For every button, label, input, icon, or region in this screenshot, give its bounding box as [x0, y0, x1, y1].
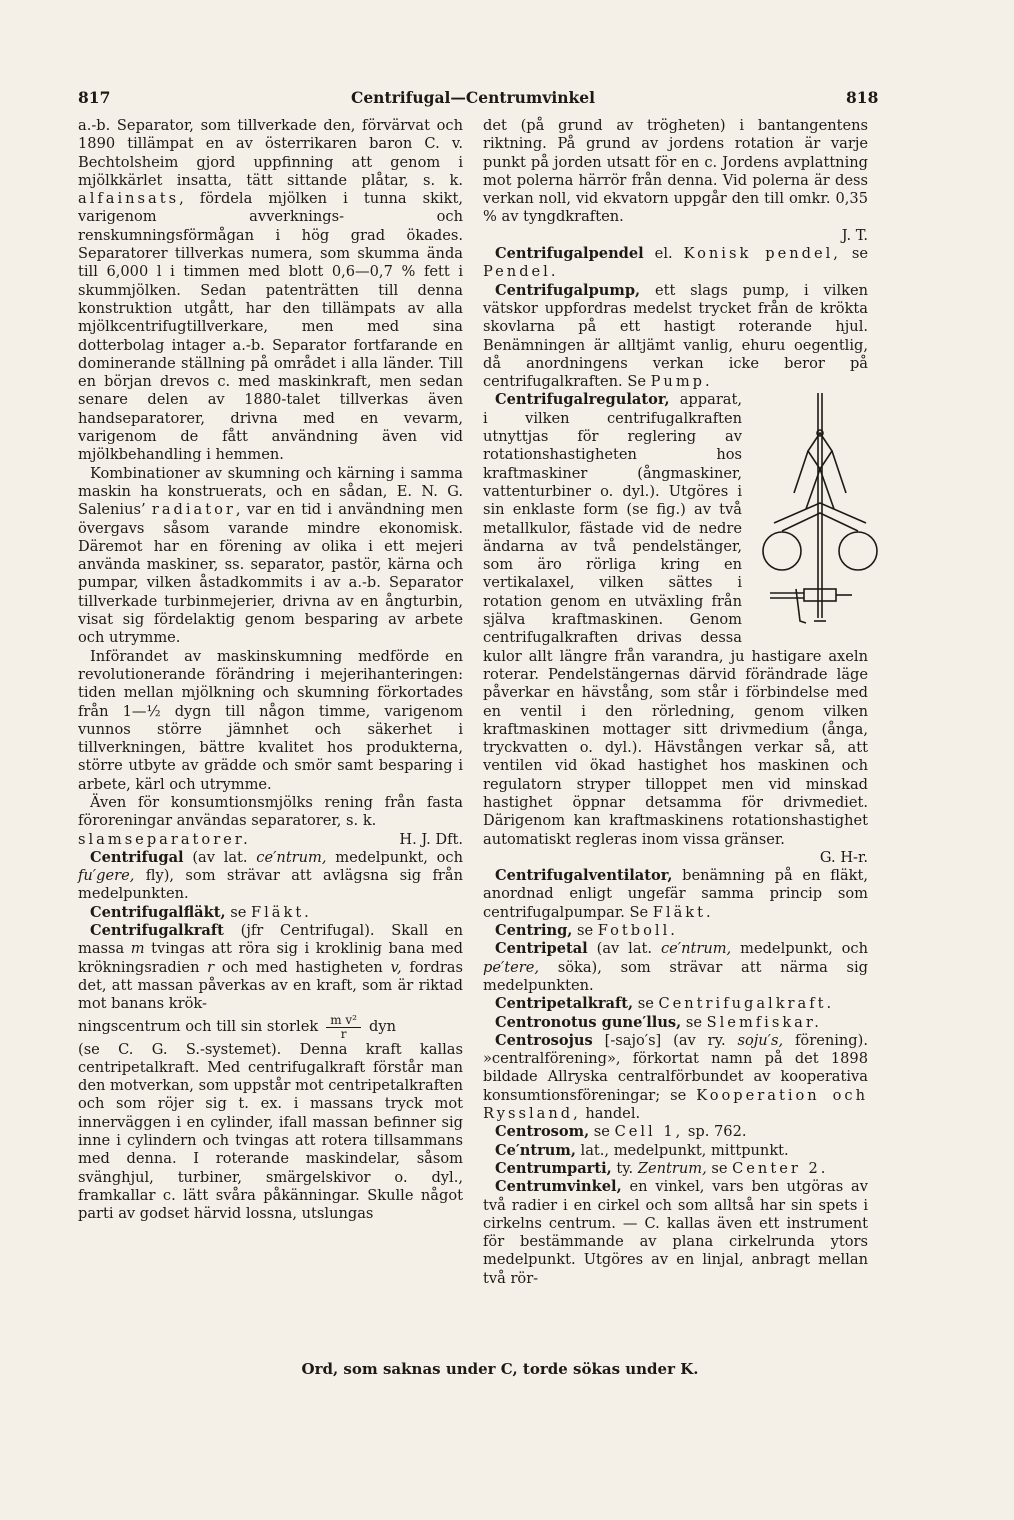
entry-centrifugalpump: Centrifugalpump, ett slags pump, i vilken vätskor uppfordras medelst trycket från de krökta skovlarna på ett hastigt roterande hjul. Benämningen är alltjämt vanlig, ehuru oegentlig, då anordningens verkan icke beror på centrifugalkraften. Se Pump. — [483, 281, 868, 391]
running-title: Centrifugal—Centrumvinkel — [350, 88, 595, 107]
paragraph: (se C. G. S.-systemet). Denna kraft kallas centripetalkraft. Med centrifugalkraft förstår man den motverkan, som uppstår mot centripetalkraften och som röjer sig t. ex. i massans tryck mot innerväggen i en cylinder, ifall massan befinner sig inne i cylindern och tvingas att rotera tillsammans med denna. I roterande maskindelar, såsom svänghjul, turbiner, smärgelskivor o. dyl., framkallar c. lätt svåra påkänningar. Skulle något parti av godset härvid lossna, utslungas — [78, 1040, 463, 1223]
paragraph: a.-b. Separator, som tillverkade den, förvärvat och 1890 tillämpat en av österrikaren baron C. v. Bechtolsheim gjord uppfinning att genom i mjölkkärlet insatta, tätt sittande plåtar, s. k. alfainsats, fördela mjölken i tunna skikt, varigenom avverknings- och renskumningsförmågan i hög grad ökades. Separatorer tillverkas numera, som skumma ända till 6,000 l i timmen med blott 0,6—0,7 % fett i skummjölken. Sedan patenträtten till denna konstruktion utgått, har den tillämpats av alla mjölkcentrifugtillverkare, men med sina dotterbolag intager a.-b. Separator fortfarande en dominerande ställning på området i alla länder. Till en början drevos c. med maskinkraft, men sedan senare delen av 1880-talet tillverkas även handseparatorer, drivna med en vevarm, varigenom de fått användning även vid mjölkbehandling i hemmen. — [78, 117, 463, 464]
entry-centrumparti: Centrumparti, ty. Zentrum, se Center 2. — [495, 1159, 829, 1177]
entry-centrifugalventilator: Centrifugalventilator, benämning på en fläkt, anordnad enligt ungefär samma princip som centrifugalpumpar. Se Fläkt. — [483, 867, 868, 921]
entry-centrifugalflakt: Centrifugalfläkt, se Fläkt. — [90, 903, 312, 921]
fraction: $\frac{\text{m v²}}{r}$ — [326, 1014, 361, 1041]
entry-centrifugalkraft: Centrifugalkraft (jfr Centrifugal). Skall en massa m tvingas att röra sig i kroklinig bana med krökningsradien r och med hastigheten v, fordras det, att massan påverkas av en kraft, som är riktad mot banans krök- — [78, 922, 463, 1013]
paragraph: det (på grund av trögheten) i bantangentens riktning. På grund av jordens rotation är varje punkt på jorden utsatt för en c. Jordens avplattning mot polerna härrör från denna. Vid polerna är dess verkan noll, vid ekvatorn uppgår den till omkr. 0,35 % av tyngdkraften. — [483, 117, 868, 226]
entry-centronotus: Centronotus gune′llus, se Slemfiskar. — [495, 1013, 822, 1031]
entry-centripetal: Centripetal (av lat. ce′ntrum, medelpunkt, och pe′tere, söka), som strävar att närma sig medelpunkten. — [483, 940, 868, 994]
author-signature: J. T. — [841, 226, 868, 244]
paragraph: Införandet av maskinskumning medförde en revolutionerande förändring i mejerihanteringen: tiden mellan mjölkning och skumning förkortades från 1—½ dygn till någon timme, varigenom vunnos större jämnhet och säkerhet i tillverkningen, bättre kvalitet hos produkterna, större utbyte av grädde och smör samt besparing i arbete, kärl och utrymme. — [78, 647, 463, 793]
entry-centrifugal: Centrifugal (av lat. ce′ntrum, medelpunkt, och fu′gere, fly), som strävar att avlägsna sig från medelpunkten. — [78, 848, 463, 903]
signature-line: slamseparatorer. H. J. Dft. — [78, 830, 463, 848]
author-signature: H. J. Dft. — [399, 830, 463, 848]
author-signature: G. H-r. — [819, 848, 868, 866]
paragraph: Kombinationer av skumning och kärning i samma maskin ha konstruerats, och en sådan, E. N. G. Salenius’ radiator, var en tid i användning men övergavs såsom varande mindre ekonomisk. Däremot har en förening av olika i ett mejeri använda maskiner, ss. separator, pastör, kärna och pumpar, vilken åstadkommits i av a.-b. Separator tillverkade turbinmejerier, drivna av en ångturbin, visat sig fördelaktig genom besparing av arbete och utrymme. — [78, 464, 463, 647]
signature-line — [483, 849, 868, 867]
entry-centrifugalpendel: Centrifugalpendel el. Konisk pendel, se Pendel. — [483, 245, 869, 281]
entry-centring: Centring, se Fotboll. — [495, 922, 678, 940]
footer-note: Ord, som saknas under C, torde sökas under K. — [301, 1360, 699, 1378]
left-page-number: 817 — [78, 88, 111, 107]
right-column — [483, 117, 868, 1288]
formula-line: ningscentrum och till sin storlek $\frac{\text{m v²}}{r}$ dyn — [78, 1012, 396, 1041]
right-page-number: 818 — [846, 88, 879, 107]
governor-figure — [748, 393, 870, 633]
entry-centripetalkraft: Centripetalkraft, se Centrifugalkraft. — [495, 995, 835, 1013]
entry-centrumvinkel: Centrumvinkel, en vinkel, vars ben utgöras av två radier i en cirkel och som alltså har sin spets i cirkelns centrum. — C. kallas även ett instrument för bestämmande av plana cirkelrunda ytors medelpunkt. Utgöres av en linjal, anbragt mellan två rör- — [483, 1178, 868, 1287]
entry-centrosojus: Centrosojus [-sajo′s] (av ry. soju′s, förening). »centralförening», förkortat namn på det 1898 bildade Allryska centralförbundet av kooperativa konsumtionsföreningar; se Kooperation och Ryssland, handel. — [483, 1031, 868, 1123]
entry-centrifugalregulator: Centrifugalregulator, apparat, i vilken centrifugalkraften utnyttjas för reglering av rotationshastigheten hos kraftmaskiner (ångmaskiner, vattenturbiner o. dyl.). Utgöres i sin enklaste form (se fig.) av två metallkulor, fästade vid de nedre ändarna av två pendelstänger, som äro rörliga kring en vertikalaxel, vilken sättes i rotation genom en utväxling från själva kraftmaskinen. Genom centrifugalkraften drivas dessa kulor allt längre från varandra, ju hastigare axeln roterar. Pendelstängernas därvid förändrade läge påverkar en hävstång, som står i förbindelse med en ventil i den rörledning, genom vilken kraftmaskinen mottager sitt drivmedium (ånga, tryckvatten o. dyl.). Hävstången verkar så, att ventilen vid ökad hastighet hos maskinen och regulatorn stryper tilloppet men vid minskad hastighet öppnar detsamma för drivmediet. Därigenom kan kraftmaskinens rotationshastighet automatiskt regleras inom vissa gränser. — [483, 391, 868, 848]
left-column — [78, 117, 463, 1224]
page-header — [78, 88, 878, 114]
centrifugal-governor-illustration — [760, 393, 882, 633]
paragraph: Även för konsumtionsmjölks rening från fasta föroreningar användas separatorer, s. k. — [78, 793, 463, 830]
entry-centrosom: Centrosom, se Cell 1, sp. 762. — [495, 1123, 747, 1141]
entry-centrum: Ce′ntrum, lat., medelpunkt, mittpunkt. — [495, 1141, 789, 1159]
signature-line — [483, 227, 868, 245]
